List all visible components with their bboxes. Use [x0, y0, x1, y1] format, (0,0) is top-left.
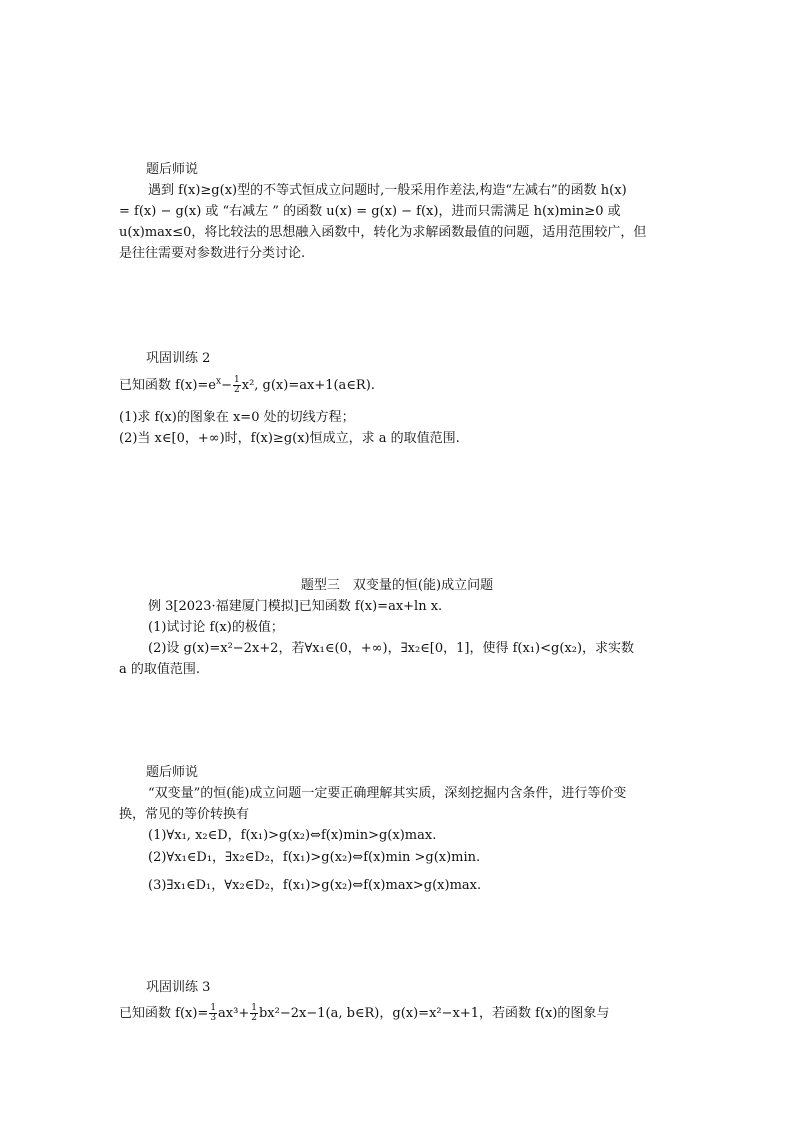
- section5-fraction2-numerator: 1: [251, 1003, 257, 1013]
- section5-fraction1-denominator: 3: [210, 1013, 217, 1023]
- section5-fraction2-denominator: 2: [251, 1013, 257, 1023]
- section1-line1: 遇到 f(x)≥g(x)型的不等式恒成立问题时,一般采用作差法,构造“左减右”的函数 h(x): [148, 183, 627, 198]
- section5-fraction2: [250, 1004, 258, 1023]
- section1-line2: = f(x) − g(x) 或 “右减左 ” 的函数 u(x) = g(x) − f(x)，进而只需满足 h(x)min≥0 或: [119, 204, 621, 219]
- section4-item3: (3)∃x₁∈D₁，∀x₂∈D₂，f(x₁)>g(x₂)⇔f(x)max>g(x)max.: [148, 878, 482, 893]
- section2-problem-minus: −: [221, 378, 232, 393]
- section2-problem-suffix: x², g(x)=ax+1(a∈R).: [241, 378, 375, 393]
- section2-fraction-denominator: 2: [234, 385, 240, 395]
- section5-fraction1-numerator: 1: [210, 1003, 217, 1013]
- section2-part2: (2)当 x∈[0，+∞)时，f(x)≥g(x)恒成立，求 a 的取值范围.: [119, 431, 460, 446]
- section2-fraction: [233, 376, 241, 395]
- section5-problem-suffix: bx²−2x−1(a, b∈R)，g(x)=x²−x+1，若函数 f(x)的图象与: [258, 1006, 610, 1021]
- section5-problem: [119, 1004, 609, 1023]
- section2-problem: [119, 376, 375, 395]
- section2-part1: (1)求 f(x)的图象在 x=0 处的切线方程；: [119, 410, 355, 425]
- section3-part2b: a 的取值范围.: [119, 662, 201, 677]
- section4-item1: (1)∀x₁, x₂∈D，f(x₁)>g(x₂)⇔f(x)min>g(x)max.: [148, 828, 437, 843]
- section3-title: 题型三 双变量的恒(能)成立问题: [300, 578, 494, 593]
- section2-problem-prefix: 已知函数 f(x)=e: [119, 378, 217, 393]
- section4-item2: (2)∀x₁∈D₁，∃x₂∈D₂，f(x₁)>g(x₂)⇔f(x)min >g(x)min.: [148, 850, 481, 865]
- section2-fraction-numerator: 1: [234, 375, 240, 385]
- section3-part1: (1)试讨论 f(x)的极值；: [148, 620, 284, 635]
- section5-problem-mid: ax³+: [218, 1006, 250, 1021]
- section2-heading: 巩固训练 2: [146, 351, 211, 366]
- section4-heading: 题后师说: [146, 765, 199, 780]
- section5-problem-prefix: 已知函数 f(x)=: [119, 1006, 209, 1021]
- section4-line2: 换，常见的等价转换有: [119, 807, 250, 822]
- section1-line4: 是往往需要对参数进行分类讨论.: [119, 246, 306, 261]
- section3-part2: (2)设 g(x)=x²−2x+2，若∀x₁∈(0，+∞)，∃x₂∈[0，1]，使得 f(x₁)<g(x₂)，求实数: [148, 641, 635, 656]
- section1-heading: 题后师说: [146, 162, 199, 177]
- section1-line3: u(x)max≤0，将比较法的思想融入函数中，转化为求解函数最值的问题，适用范围较广，但: [119, 225, 647, 240]
- section4-line1: “双变量”的恒(能)成立问题一定要正确理解其实质，深刻挖掘内含条件，进行等价变: [148, 786, 627, 801]
- section2-problem-exponent: x: [216, 376, 222, 387]
- section5-fraction1: [209, 1004, 217, 1023]
- section3-example: 例 3[2023·福建厦门模拟]已知函数 f(x)=ax+ln x.: [148, 599, 443, 614]
- section5-heading: 巩固训练 3: [146, 980, 211, 995]
